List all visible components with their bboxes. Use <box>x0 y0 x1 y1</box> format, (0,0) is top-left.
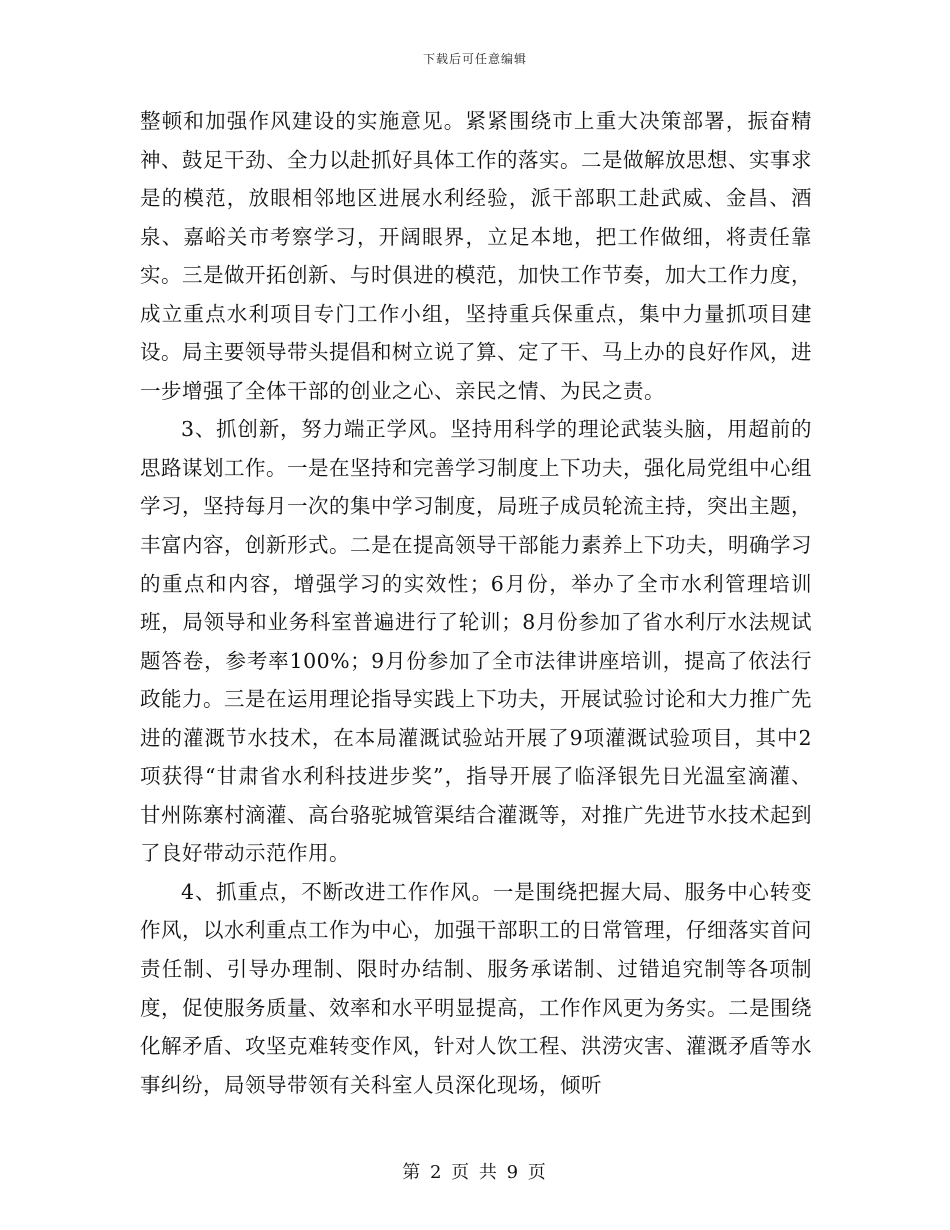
paragraph-section-3: 3、抓创新，努力端正学风。坚持用科学的理论武装头脑，用超前的思路谋划工作。一是在坚持和完善学习制度上下功夫，强化局党组中心组学习，坚持每月一次的集中学习制度，局班子成员轮流主持，突出主题，丰富内容，创新形式。二是在提高领导干部能力素养上下功夫，明确学习的重点和内容，增强学习的实效性；6月份，举办了全市水利管理培训班，局领导和业务科室普遍进行了轮训；8月份参加了省水利厅水法规试题答卷，参考率100%；9月份参加了全市法律讲座培训，提高了依法行政能力。三是在运用理论指导实践上下功夫，开展试验讨论和大力推广先进的灌溉节水技术，在本局灌溉试验站开展了9项灌溉试验项目，其中2项获得“甘肃省水利科技进步奖”，指导开展了临泽银先日光温室滴灌、甘州陈寨村滴灌、高台骆驼城管渠结合灌溉等，对推广先进节水技术起到了良好带动示范作用。 <box>140 417 812 866</box>
paragraph-continuation: 整顿和加强作风建设的实施意见。紧紧围绕市上重大决策部署，振奋精神、鼓足干劲、全力以赴抓好具体工作的落实。二是做解放思想、实事求是的模范，放眼相邻地区进展水利经验，派干部职工赴武威、金昌、酒泉、嘉峪关市考察学习，开阔眼界，立足本地，把工作做细，将责任靠实。三是做开拓创新、与时俱进的模范，加快工作节奏，加大工作力度，成立重点水利项目专门工作小组，坚持重兵保重点，集中力量抓项目建设。局主要领导带头提倡和树立说了算、定了干、马上办的良好作风，进一步增强了全体干部的创业之心、亲民之情、为民之责。 <box>140 109 812 403</box>
document-body <box>140 102 812 1104</box>
page-number-footer: 第 2 页 共 9 页 <box>402 1162 548 1183</box>
page-header: 下载后可任意编辑 <box>422 52 527 66</box>
paragraph-section-4: 4、抓重点，不断改进工作作风。一是围绕把握大局、服务中心转变作风，以水利重点工作为中心，加强干部职工的日常管理，仔细落实首问责任制、引导办理制、限时办结制、服务承诺制、过错追究制等各项制度，促使服务质量、效率和水平明显提高，工作作风更为务实。二是围绕化解矛盾、攻坚克难转变作风，针对人饮工程、洪涝灾害、灌溉矛盾等水事纠纷，局领导带领有关科室人员深化现场，倾听 <box>140 879 812 1097</box>
